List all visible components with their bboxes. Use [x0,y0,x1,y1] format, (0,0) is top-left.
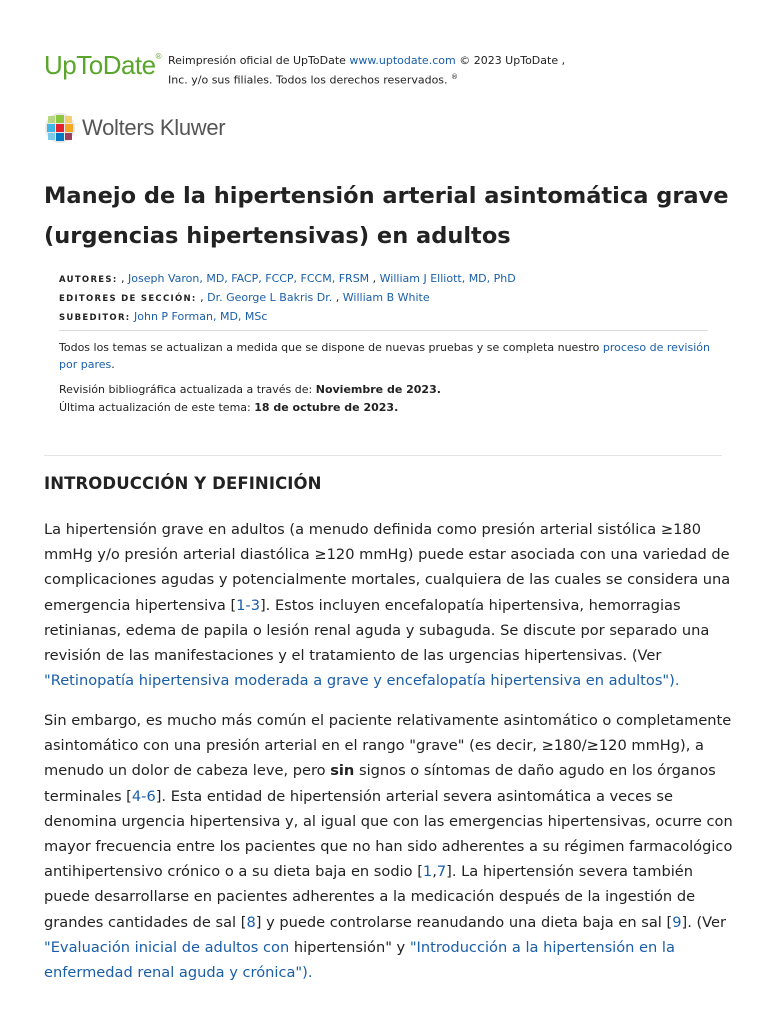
last-updated-line: Última actualización de este tema: 18 de octubre de 2023. [59,401,399,414]
literature-review-line: Revisión bibliográfica actualizada a través de: Noviembre de 2023. [59,383,441,396]
editor-link[interactable]: William B White [342,291,430,304]
authors-row: AUTORES: , Joseph Varon, MD, FACP, FCCP, FCCM, FRSM , William J Elliott, MD, PhD [59,272,516,285]
wolters-kluwer-logo [44,111,225,145]
update-notice [59,339,719,373]
registered-mark: ® [155,52,162,61]
text: signos o síntomas de daño agudo en los órganos terminales [ [44,762,716,805]
paragraph-2: Sin embargo, es mucho más común el paciente relativamente asintomático o completamente asintomático con una presión arterial en el rango "grave" (es decir, ≥180/≥120 mmHg), a menudo un dolor de cabeza leve, pero sin signos o síntomas de daño agudo en los órganos terminales [4-6]. Esta entidad de hipertensión arterial severa asintomática a veces se denomina urgencia hipertensiva y, al igual que con las emergencias hipertensivas, ocurre con mayor frecuencia entre los pacientes que no han sido adherentes a su régimen farmacológico antihipertensivo crónico o a su dieta baja en sodio [1,7]. La hipertensión severa también puede desarrollarse en pacientes adherentes a la medicación después de la ingestión de grandes cantidades de sal [8] y puede controlarse reanudando una dieta baja en sal [9]. (Ver "Evaluación inicial de adultos con hipertensión" y "Introducción a la hipertensión en la enfermedad renal aguda y crónica"). [44,712,733,982]
reference-link[interactable]: 4-6 [131,787,156,805]
subeditor-link[interactable]: John P Forman, MD, MSc [134,310,268,323]
subeditor-label: SUBEDITOR: [59,313,131,323]
article-contributors [59,270,719,327]
uptodate-logo[interactable] [44,50,161,81]
section-heading: INTRODUCCIÓN Y DEFINICIÓN [44,474,322,493]
author-link[interactable]: William J Elliott, MD, PhD [379,272,516,285]
wolters-kluwer-wordmark: Wolters Kluwer [82,115,226,140]
uptodate-wordmark: UpToDate [44,50,156,80]
reprint-prefix: Reimpresión oficial de UpToDate [168,54,350,67]
wolters-kluwer-emblem-icon [44,112,76,144]
reference-link[interactable]: 1-3 [236,596,260,614]
text: hipertensión" y [289,938,410,956]
topic-link[interactable]: "Evaluación inicial de adultos con [44,938,290,956]
divider [44,455,722,456]
reference-link[interactable]: 8 [246,913,256,931]
uptodate-link[interactable]: www.uptodate.com [349,54,456,67]
peer-review-link[interactable]: proceso de revisión por pares [59,341,710,371]
notice-period: . [111,358,115,371]
text: ]. Estos incluyen encefalopatía hipertensiva, hemorragias retinianas, edema de papila o lesión renal aguda y subaguda. Se discute por separado una revisión de las manifestaciones y el tratamiento de las urgencias hipertensivas. (Ver [44,596,710,665]
subeditor-row [59,308,719,327]
notice-text: Todos los temas se actualizan a medida que se dispone de nuevas pruebas y se completa nuestro [59,341,603,354]
updated-label: Última actualización de este tema: [59,401,255,414]
paragraph-1 [44,517,734,693]
reference-link[interactable]: 1 [422,863,433,881]
author-link[interactable]: Joseph Varon, MD, FACP, FCCP, FCCM, FRSM [128,272,370,285]
article-title: Manejo de la hipertensión arterial asintomática grave (urgencias hipertensivas) en adultos [44,183,729,249]
topic-link[interactable]: "Retinopatía hipertensiva moderada a grave y encefalopatía hipertensiva en adultos"). [44,672,680,690]
text: ]. Esta entidad de hipertensión arterial severa asintomática a veces se denomina urgencia hipertensiva y, al igual que con las emergencias hipertensivas, ocurre con mayor frecuencia entre los pacientes que no han sido adherentes a su régimen farmacológico antihipertensivo crónico o a su dieta baja en sodio [ [44,787,733,881]
text: ] y puede controlarse reanudando una dieta baja en sal [ [255,913,673,931]
reprint-notice [168,52,568,89]
reprint-registered-mark: ® [451,73,459,81]
review-label: Revisión bibliográfica actualizada a través de: [59,383,316,396]
review-dates [59,381,719,417]
review-date: Noviembre de 2023 [315,383,437,396]
authors-label: AUTORES: [59,275,118,285]
editors-row: EDITORES DE SECCIÓN: , Dr. George L Bakris Dr. , William B White [59,291,430,304]
updated-date: 18 de octubre de 2023 [254,401,395,414]
text: Sin embargo, es mucho más común el paciente relativamente asintomático o completamente asintomático con una presión arterial en el rango "grave" (es decir, ≥180/≥120 mmHg), a menudo un dolor de cabeza leve, pero [44,712,732,780]
divider [59,330,708,331]
topic-link[interactable]: "Introducción a la hipertensión en la enfermedad renal aguda y crónica"). [44,938,675,982]
text: ]. La hipertensión severa también puede desarrollarse en pacientes adherentes a la medicación después de la ingestión de grandes cantidades de sal [ [44,863,696,931]
text: ]. (Ver [681,913,726,931]
text: La hipertensión grave en adultos (a menudo definida como presión arterial sistólica ≥180 mmHg y/o presión arterial diastólica ≥120 mmHg) puede estar asociada con una variedad de complicaciones agudas y potencialmente mortales, cualquiera de las cuales se considera una emergencia hipertensiva [ [44,521,731,614]
editors-label: EDITORES DE SECCIÓN: [59,294,197,304]
reference-link[interactable]: 9 [672,913,682,931]
reprint-suffix: © 2023 UpToDate , Inc. y/o sus filiales. Todos los derechos reservados. [168,54,566,87]
reference-link[interactable]: 7 [436,863,447,881]
emphasis: sin [330,762,355,780]
editor-link[interactable]: Dr. George L Bakris Dr. [207,291,333,304]
